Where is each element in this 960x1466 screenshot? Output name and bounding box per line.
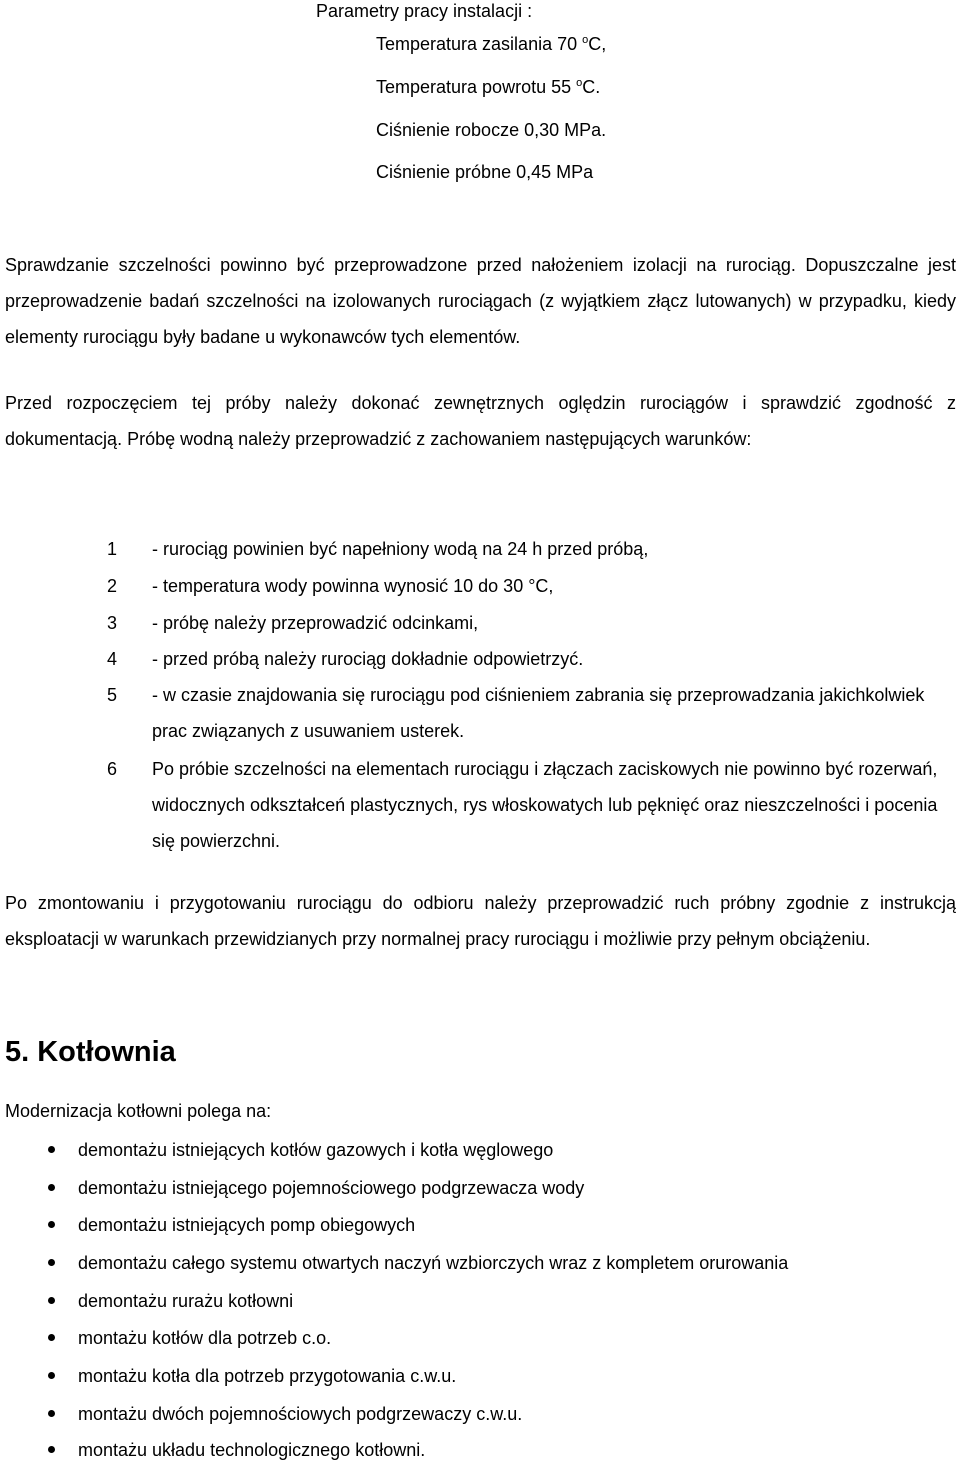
bullet-icon bbox=[48, 1372, 55, 1379]
bullet-icon bbox=[48, 1184, 55, 1191]
list-item: montażu kotła dla potrzeb przygotowania c.w.u. bbox=[0, 1366, 960, 1392]
condition-text: Po próbie szczelności na elementach rurociągu i złączach zaciskowych nie powinno być rozerwań, widocznych odkształceń plastycznych, rys włoskowatych lub pęknięć oraz nieszczelności i pocenia się powierzchni. bbox=[152, 759, 938, 851]
list-item: montażu kotłów dla potrzeb c.o. bbox=[0, 1328, 960, 1354]
condition-number: 6 bbox=[107, 759, 118, 779]
paragraph-tightness-check: Sprawdzanie szczelności powinno być przeprowadzone przed nałożeniem izolacji na rurociąg. Dopuszczalne jest przeprowadzenie badań szczelności na izolowanych rurociągach (z wyjątkiem złącz lutowanych) w przypadku, kiedy elementy rurociągu były badane u wykonawców tych elementów. bbox=[5, 255, 956, 347]
bullet-icon bbox=[48, 1297, 55, 1304]
section-heading: 5. Kotłownia bbox=[5, 1036, 176, 1068]
list-item: montażu dwóch pojemnościowych podgrzewaczy c.w.u. bbox=[0, 1404, 960, 1430]
bullet-icon bbox=[48, 1446, 55, 1453]
condition-number: 3 bbox=[107, 613, 118, 633]
condition-text: - temperatura wody powinna wynosić 10 do 30 °C, bbox=[152, 576, 554, 596]
condition-text: - w czasie znajdowania się rurociągu pod ciśnieniem zabrania się przeprowadzania jakichkolwiek prac związanych z usuwaniem usterek. bbox=[152, 685, 925, 741]
bullet-icon bbox=[48, 1334, 55, 1341]
params-heading: Parametry pracy instalacji : bbox=[316, 1, 533, 21]
list-item: demontażu istniejących kotłów gazowych i kotła węglowego bbox=[0, 1140, 960, 1166]
list-item: demontażu całego systemu otwartych naczyń wzbiorczych wraz z kompletem orurowania bbox=[0, 1253, 960, 1279]
condition-number: 2 bbox=[107, 576, 118, 596]
condition-number: 5 bbox=[107, 685, 118, 705]
paragraph-trial-run: Po zmontowaniu i przygotowaniu rurociągu do odbioru należy przeprowadzić ruch próbny zgodnie z instrukcją eksploatacji w warunkach przewidzianych przy normalnej pracy rurociągu i możliwie przy pełnym obciążeniu. bbox=[5, 893, 956, 949]
list-item: demontażu rurażu kotłowni bbox=[0, 1291, 960, 1317]
bullet-icon bbox=[48, 1146, 55, 1153]
condition-text: - przed próbą należy rurociąg dokładnie odpowietrzyć. bbox=[152, 649, 584, 669]
param-supply-temperature: Temperatura zasilania 70 $^o$C, bbox=[376, 34, 607, 54]
bullet-icon bbox=[48, 1259, 55, 1266]
bullet-icon bbox=[48, 1410, 55, 1417]
degree-superscript: o bbox=[582, 34, 589, 46]
paragraph-inspection: Przed rozpoczęciem tej próby należy dokonać zewnętrznych oględzin rurociągów i sprawdzić zgodność z dokumentacją. Próbę wodną należy przeprowadzić z zachowaniem następujących warunków: bbox=[5, 393, 956, 449]
condition-number: 4 bbox=[107, 649, 118, 669]
list-item: demontażu istniejącego pojemnościowego podgrzewacza wody bbox=[0, 1178, 960, 1204]
section-intro: Modernizacja kotłowni polega na: bbox=[5, 1101, 272, 1121]
list-item: demontażu istniejących pomp obiegowych bbox=[0, 1215, 960, 1241]
param-working-pressure: Ciśnienie robocze 0,30 MPa. bbox=[376, 120, 607, 140]
param-test-pressure: Ciśnienie próbne 0,45 MPa bbox=[376, 162, 594, 182]
list-item: montażu układu technologicznego kotłowni. bbox=[0, 1440, 960, 1466]
condition-text: - próbę należy przeprowadzić odcinkami, bbox=[152, 613, 479, 633]
condition-number: 1 bbox=[107, 539, 118, 559]
condition-text: - rurociąg powinien być napełniony wodą na 24 h przed próbą, bbox=[152, 539, 649, 559]
bullet-icon bbox=[48, 1221, 55, 1228]
param-return-temperature: Temperatura powrotu 55 $^o$C. bbox=[376, 77, 601, 97]
degree-superscript: o bbox=[576, 77, 583, 89]
